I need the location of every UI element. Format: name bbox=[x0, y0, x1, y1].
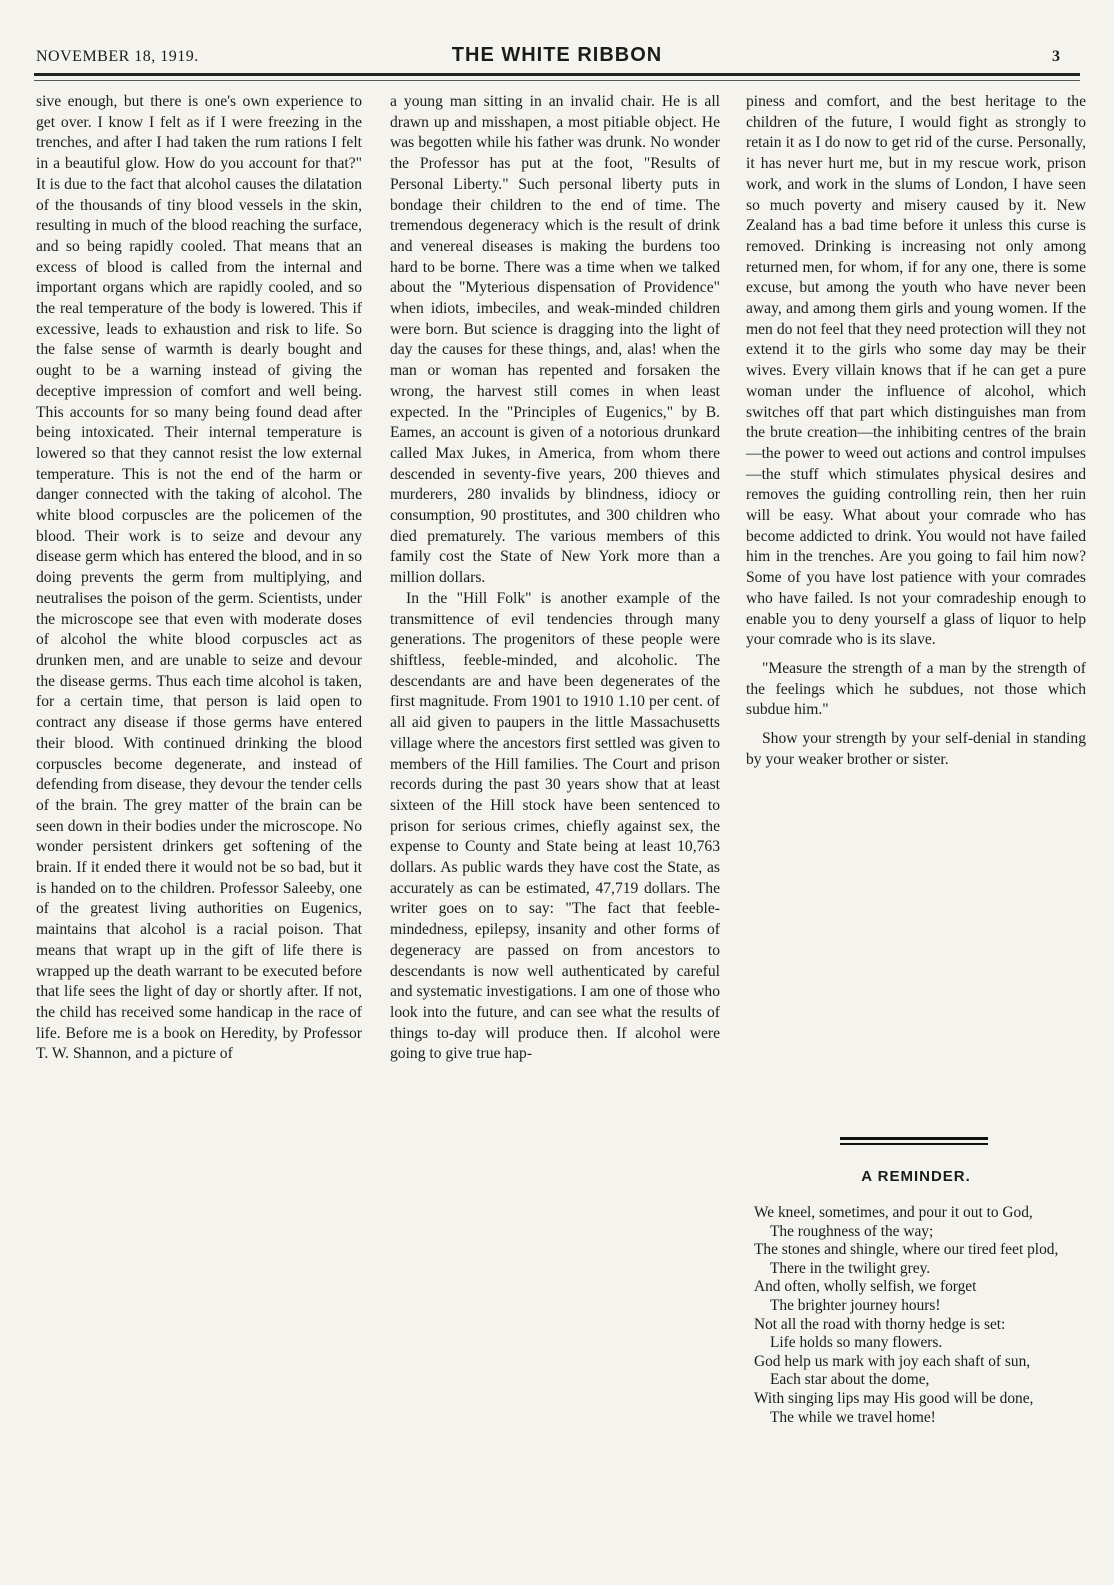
poem bbox=[754, 1204, 1084, 1427]
poem-line: Each star about the dome, bbox=[770, 1371, 930, 1389]
page-number: 3 bbox=[1052, 48, 1060, 65]
poem-line: God help us mark with joy each shaft of sun, bbox=[754, 1352, 1031, 1370]
poem-line: The stones and shingle, where our tired feet plod, bbox=[754, 1241, 1059, 1259]
column-3-paragraph-3: Show your strength by your self-denial in standing by your weaker brother or sister. bbox=[746, 730, 1086, 768]
poem-title: A REMINDER. bbox=[861, 1168, 971, 1185]
poem-line: Life holds so many flowers. bbox=[770, 1334, 943, 1352]
header-rule-thin bbox=[34, 80, 1080, 81]
poem-line: And often, wholly selfish, we forget bbox=[754, 1278, 977, 1296]
poem-line: The brighter journey hours! bbox=[770, 1296, 941, 1314]
poem-line: Not all the road with thorny hedge is set: bbox=[754, 1315, 1006, 1333]
publication-title: THE WHITE RIBBON bbox=[451, 44, 663, 66]
poem-line: We kneel, sometimes, and pour it out to God, bbox=[754, 1204, 1033, 1221]
column-3-quote: "Measure the strength of a man by the strength of the feelings which he subdues, not those which subdue him." bbox=[746, 659, 1086, 719]
poem-line: The while we travel home! bbox=[770, 1408, 936, 1426]
poem-line: The roughness of the way; bbox=[770, 1222, 934, 1240]
column-1 bbox=[36, 92, 362, 1065]
column-2 bbox=[390, 92, 720, 1065]
poem-line: There in the twilight grey. bbox=[770, 1259, 931, 1277]
column-2-paragraph-1: a young man sitting in an invalid chair. He is all drawn up and misshapen, a most pitiable object. He was begotten while his father was drunk. No wonder the Professor has put at the foot, "Results of Personal Liberty." Such personal liberty puts in bondage their children to the end of time. The tremendous degeneracy which is the result of drink and venereal diseases is making the burdens too hard to be borne. There was a time when we talked about the "Myterious dispensation of Providence" when idiots, imbeciles, and weak-minded children were born. But science is dragging into the light of day the causes for these things, and, alas! when the man or woman has repented and forsaken the wrong, the harvest still comes in when least expected. In the "Principles of Eugenics," by B. Eames, an account is given of a notorious drunkard called Max Jukes, in America, from whom there descended in seventy-five years, 200 thieves and murderers, 280 invalids by blindness, idiocy or consumption, 90 prostitutes, and 300 children who died prematurely. The various members of this family cost the State of New York more than a million dollars. bbox=[390, 93, 720, 587]
masthead bbox=[32, 40, 1082, 76]
header-rule bbox=[34, 73, 1080, 76]
column-2-paragraph-2: In the "Hill Folk" is another example of the transmittence of evil tendencies through many generations. The progenitors of these people were shiftless, feeble-minded, and alcoholic. The descendants are and have been degenerates of the first magnitude. From 1901 to 1910 1.10 per cent. of all aid given to paupers in the little Massachusetts village where the ancestors first settled was given to members of the Hill families. The Court and prison records during the past 30 years show that at least sixteen of the Hill stock have been sentenced to prison for serious crimes, chiefly against sex, the expense to County and State being at least 10,763 dollars. As public wards they have cost the State, as accurately as can be estimated, 47,719 dollars. The writer goes on to say: "The fact that feeble-mindedness, epilepsy, insanity and other forms of degeneracy are passed on from ancestors to descendants is now well authenticated by careful and systematic investigations. I am one of those who look into the future, and can see what the results of things to-day will produce then. If alcohol were going to give true hap- bbox=[390, 589, 720, 1063]
column-3 bbox=[746, 92, 1086, 771]
section-divider-thin bbox=[840, 1143, 988, 1145]
section-divider bbox=[840, 1137, 988, 1140]
column-3-paragraph-1: piness and comfort, and the best heritage to the children of the future, I would fight as strongly to retain it as I do now to get rid of the curse. Personally, it has never hurt me, but in my rescue work, prison work, and work in the slums of London, I have seen so much poverty and misery caused by it. New Zealand has a bad time before it unless this curse is removed. Drinking is increasing not only among returned men, for whom, if for any one, there is some excuse, but among the youth who have never been away, and among them girls and young women. If the men do not feel that they need protection will they not extend it to the girls who some day may be their wives. Every villain knows that if he can get a pure woman under the influence of alcohol, which switches off that part which distinguishes man from the brute creation—the inhibiting centres of the brain—the power to weed out actions and control impulses—the stuff which stimulates physical desires and removes the guiding controlling rein, then her ruin will be easy. What about your comrade who has become addicted to drink. You would not have failed him in the trenches. Are you going to fail him now? Some of you have lost patience with your comrades who have failed. Is not your comradeship enough to enable you to deny yourself a glass of liquor to help your comrade who is its slave. bbox=[746, 93, 1086, 649]
column-1-paragraph-1: sive enough, but there is one's own experience to get over. I know I felt as if I were freezing in the trenches, and after I had taken the rum rations I felt in a beautiful glow. How do you account for that?" It is due to the fact that alcohol causes the dilatation of the thousands of tiny blood vessels in the skin, resulting in much of the blood reaching the surface, and so being rapidly cooled. That means that an excess of blood is called from the internal and important organs which are rapidly cooled, and so the real temperature of the body is lowered. This if excessive, leads to exhaustion and risk to life. So the false sense of warmth is dearly bought and ought to be a warning instead of giving the deceptive impression of comfort and well being. This accounts for so many being found dead after being intoxicated. Their internal temperature is lowered so that they cannot resist the low external temperature. This is not the end of the harm or danger connected with the taking of alcohol. The white blood corpuscles are the policemen of the blood. Their work is to seize and devour any disease germ which has entered the blood, and in so doing prevents the germ from multiplying, and neutralises the poison of the germ. Scientists, under the microscope see that even with moderate doses of alcohol the white blood corpuscles act as drunken men, and are unable to seize and devour the disease germs. Thus each time alcohol is taken, for a certain time, that person is laid open to contract any disease if those germs have entered their blood. With continued drinking the blood corpuscles become degenerate, and instead of defending from disease, they devour the tender cells of the brain. The grey matter of the brain can be seen down in their bodies under the microscope. No wonder persistent drinkers get softening of the brain. If it ended there it would not be so bad, but it is handed on to the children. Professor Saleeby, one of the greatest living authorities on Eugenics, maintains that alcohol is a racial poison. That means that wrapt up in the gift of life there is wrapped up the death warrant to be executed before that life sees the light of day or shortly after. If not, the child has received some handicap in the race of life. Before me is a book on Heredity, by Professor T. W. Shannon, and a picture of bbox=[36, 93, 362, 1063]
poem-line: With singing lips may His good will be done, bbox=[754, 1389, 1034, 1407]
issue-date: NOVEMBER 18, 1919. bbox=[36, 48, 199, 65]
